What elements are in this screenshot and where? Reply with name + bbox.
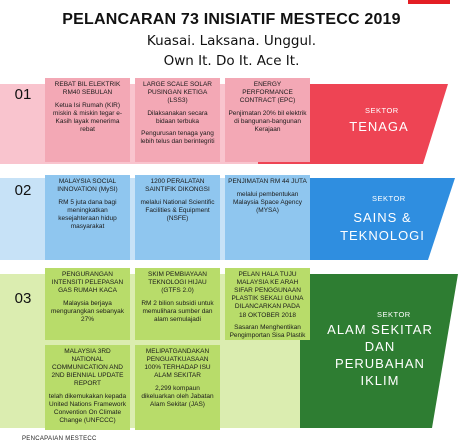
red-accent-bar: [408, 0, 450, 4]
tagline-malay: Kuasai. Laksana. Unggul.: [146, 33, 317, 49]
footer-heading: PENCAPAIAN MESTECC: [22, 436, 97, 442]
card-heading: MALAYSIA 3RD NATIONAL COMMUNICATION AND 2ND BIENNIAL UPDATE REPORT: [51, 348, 124, 387]
card-body: Penjimatan 20% bil elektrik di bangunan-bangunan Kerajaan: [228, 110, 307, 133]
sector-label-sains: [310, 178, 455, 260]
sector-name-line: SAINS &: [353, 210, 412, 225]
card-mysa: [225, 175, 310, 260]
card-body: RM 2 bilion subsidi untuk memulihara sumber dan alam semulajadi: [141, 300, 214, 323]
card-body: 2,299 kompaun dikeluarkan oleh Jabatan Alam Sekitar (JAS): [141, 385, 214, 408]
card-heading: PELAN HALA TUJU MALAYSIA KE ARAH SIFAR PENGGUNAAN PLASTIK SEKALI GUNA DILANCARKAN PADA: [231, 271, 304, 310]
card-body: RM 5 juta dana bagi meningkatkan kesejahteraan hidup masyarakat: [58, 199, 117, 230]
card-heading: LARGE SCALE SOLAR PUSINGAN KETIGA (LSS3): [143, 81, 212, 104]
card-unfccc: [45, 345, 130, 430]
card-body: melalui National Scientific Facilities & Equipment (NSFE): [140, 199, 215, 222]
card-heading: SKIM PEMBIAYAAN TEKNOLOGI HIJAU (GTFS 2.0): [148, 271, 207, 294]
card-body: 18 OKTOBER 2018: [239, 312, 296, 319]
card-gas-rumah-kaca: [45, 268, 130, 340]
card-body: Malaysia berjaya mengurangkan sebanyak 27%: [51, 300, 124, 323]
section-sains: [0, 172, 463, 266]
card-body: melalui pembentukan Malaysia Space Agency (MYSA): [232, 191, 302, 214]
card-body: Pengurusan tenaga yang lebih telus dan berintegriti: [140, 130, 215, 145]
card-mysi: [45, 175, 130, 260]
card-body: telah dikemukakan kepada United Nations Framework Convention On Climate Change (UNFCCC): [48, 393, 127, 424]
card-heading: MALAYSIA SOCIAL INNOVATION (MySI): [57, 178, 118, 193]
card-gtfs: [135, 268, 220, 340]
sector-caption: SEKTOR: [365, 106, 399, 115]
card-rebat: [45, 78, 130, 162]
card-lss3: [135, 78, 220, 162]
card-body: Ketua Isi Rumah (KIR) miskin & miskin tegar e-Kasih layak menerima rebat: [53, 102, 122, 133]
sector-caption: SEKTOR: [372, 194, 406, 203]
card-penguatkuasaan: [135, 345, 220, 430]
sector-name-line: TEKNOLOGI: [340, 228, 425, 243]
sector-name: TENAGA: [349, 119, 409, 134]
section-tenaga: [0, 78, 463, 170]
card-heading: 1200 PERALATAN SAINTIFIK DIKONGSI: [145, 178, 210, 193]
sector-name-line: IKLIM: [360, 373, 400, 388]
card-plastik: [225, 268, 310, 340]
card-epc: [225, 78, 310, 162]
card-heading: MELIPATGANDAKAN PENGUATKUASAAN 100% TERHADAP ISU ALAM SEKITAR: [144, 348, 211, 379]
sector-label-alam: [305, 274, 455, 428]
sector-name-line: DAN: [364, 339, 396, 354]
section-number: 02: [14, 182, 32, 199]
card-nsfe: [135, 175, 220, 260]
header: [0, 0, 463, 72]
sector-name-line: PERUBAHAN: [335, 356, 425, 371]
tagline-english: Own It. Do It. Ace It.: [163, 53, 300, 69]
card-body: Dilaksanakan secara bidaan terbuka: [147, 110, 208, 125]
section-number: 01: [14, 86, 32, 103]
section-number: 03: [14, 290, 32, 307]
page-title: PELANCARAN 73 INISIATIF MESTECC 2019: [62, 11, 401, 28]
sector-name-line: ALAM SEKITAR: [327, 322, 433, 337]
sector-label-tenaga: [315, 84, 445, 164]
card-heading: PENGURANGAN INTENSITI PELEPASAN GAS RUMAH KACA: [51, 271, 124, 294]
section-alam: [0, 268, 463, 434]
card-body: Sasaran Menghentikan Pengimportan Sisa Plastik: [229, 324, 306, 339]
card-heading: PENJIMATAN RM 44 JUTA: [228, 178, 307, 185]
card-heading: ENERGY PERFORMANCE CONTRACT (EPC): [239, 81, 296, 104]
card-heading: REBAT BIL ELEKTRIK RM40 SEBULAN: [54, 81, 121, 96]
sector-caption: SEKTOR: [377, 310, 411, 319]
